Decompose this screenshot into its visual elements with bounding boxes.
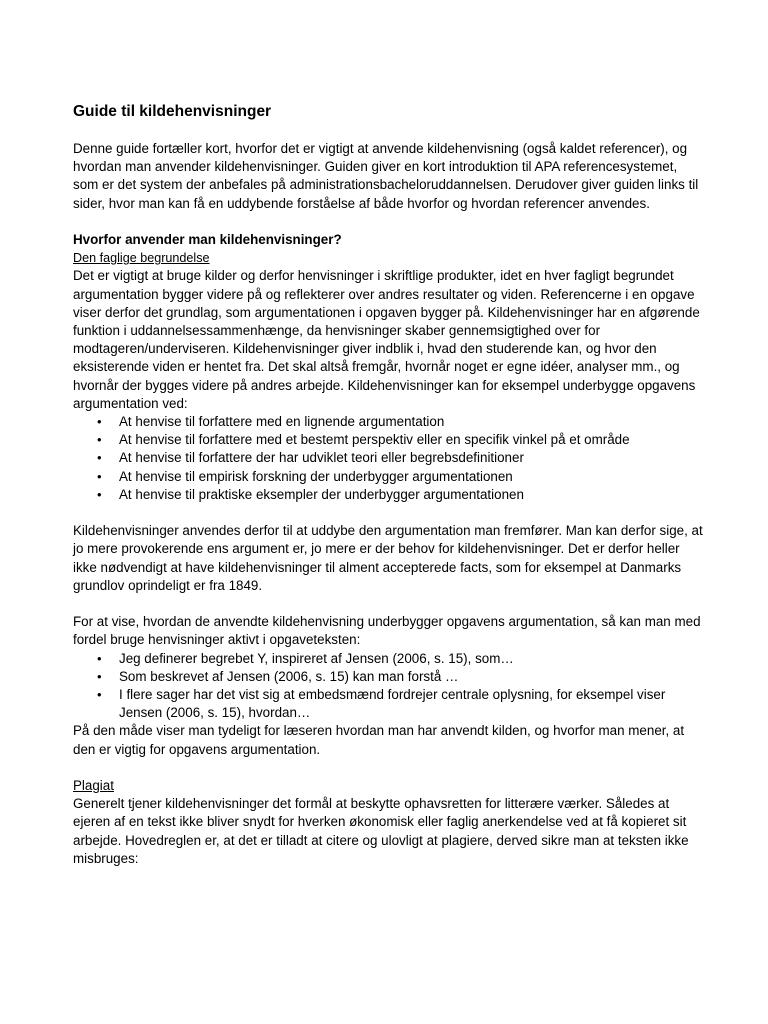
bullet-list-arguments xyxy=(73,413,705,504)
bullet-list-examples xyxy=(73,650,705,723)
list-item-text: At henvise til praktiske eksempler der underbygger argumentationen xyxy=(119,486,524,502)
bullet-icon: • xyxy=(97,486,102,502)
list-item-text: Jeg definerer begrebet Y, inspireret af Jensen (2006, s. 15), som… xyxy=(119,650,514,666)
list-item xyxy=(97,431,705,449)
list-item xyxy=(97,449,705,467)
subheading-plagiarism: Plagiat xyxy=(73,778,114,794)
bullet-icon: • xyxy=(97,468,102,484)
bullet-icon: • xyxy=(97,650,102,666)
list-item-text: At henvise til forfattere med en lignende argumentation xyxy=(119,414,445,430)
list-item-text: I flere sager har det vist sig at embedsmænd fordrejer centrale oplysning, for eksempel viser Jensen (2006, s. 15), hvordan… xyxy=(119,687,666,721)
section-heading-why: Hvorfor anvender man kildehenvisninger? xyxy=(73,232,342,247)
subheading-academic-reason: Den faglige begrundelse xyxy=(73,251,210,266)
list-item xyxy=(97,468,705,486)
list-item xyxy=(97,650,705,668)
list-item xyxy=(97,486,705,504)
spacer xyxy=(73,213,705,231)
document-body xyxy=(73,102,705,868)
paragraph-conclusion: På den måde viser man tydeligt for læseren hvordan man har anvendt kilden, og hvorfor man mener, at den er vigtig for opgavens argumentation. xyxy=(73,723,685,757)
list-item-text: At henvise til empirisk forskning der underbygger argumentationen xyxy=(119,468,513,484)
page-title: Guide til kildehenvisninger xyxy=(73,103,272,120)
paragraph-active-use: For at vise, hvordan de anvendte kildehenvisning underbygger opgavens argumentation, så kan man med fordel bruge henvisninger aktivt i opgaveteksten: xyxy=(73,614,701,648)
list-item-text: Som beskrevet af Jensen (2006, s. 15) kan man forstå … xyxy=(119,668,459,684)
list-item xyxy=(97,686,705,722)
intro-paragraph: Denne guide fortæller kort, hvorfor det er vigtigt at anvende kildehenvisning (også kaldet referencer), og hvordan man anvender kildehenvisninger. Guiden giver en kort introduktion til APA referencesystemet, som er det system der anbefales på administrationsbacheloruddannelsen. Derudover giver guiden links til sider, hvor man kan få en uddybende forståelse af både hvorfor og hvordan referencer anvendes. xyxy=(73,141,699,211)
bullet-icon: • xyxy=(97,414,102,430)
spacer xyxy=(73,595,705,613)
bullet-icon: • xyxy=(97,432,102,448)
list-item-text: At henvise til forfattere med et bestemt perspektiv eller en specifik vinkel på et område xyxy=(119,432,630,448)
spacer xyxy=(73,759,705,777)
spacer xyxy=(73,504,705,522)
list-item-text: At henvise til forfattere der har udviklet teori eller begrebsdefinitioner xyxy=(119,450,524,466)
list-item xyxy=(97,668,705,686)
bullet-icon: • xyxy=(97,668,102,684)
bullet-icon: • xyxy=(97,450,102,466)
bullet-icon: • xyxy=(97,687,102,703)
paragraph-usage: Kildehenvisninger anvendes derfor til at uddybe den argumentation man fremfører. Man kan derfor sige, at jo mere provokerende ens argument er, jo mere er der behov for kildehenvisninger. Det er derfor heller ikke nødvendigt at have kildehenvisninger til alment accepterede facts, som for eksempel at Danmarks grundlov oprindeligt er fra 1849. xyxy=(73,523,703,593)
paragraph-academic-reason: Det er vigtigt at bruge kilder og derfor henvisninger i skriftlige produkter, idet en hver fagligt begrundet argumentation bygger videre på og reflekterer over andres resultater og viden. Referencerne i en opgave viser derfor det grundlag, som argumentationen i opgaven bygger på. Kildehenvisninger har en afgørende funktion i uddannelsessammenhænge, da henvisninger skaber gennemsigtighed over for modtageren/underviseren. Kildehenvisninger giver indblik i, hvad den studerende kan, og hvor den eksisterende viden er hentet fra. Det skal altså fremgår, hvornår noget er egne idéer, analyser mm., og hvornår der bygges videre på andres arbejde. Kildehenvisninger kan for eksempel underbygge opgavens argumentation ved: xyxy=(73,268,700,411)
paragraph-plagiarism: Generelt tjener kildehenvisninger det formål at beskytte ophavsretten for litterære værker. Således at ejeren af en tekst ikke bliver snydt for hverken økonomisk eller faglig anerkendelse ved at få kopieret sit arbejde. Hovedreglen er, at det er tilladt at citere og ulovligt at plagiere, derved sikre man at teksten ikke misbruges: xyxy=(73,796,689,866)
list-item xyxy=(97,413,705,431)
